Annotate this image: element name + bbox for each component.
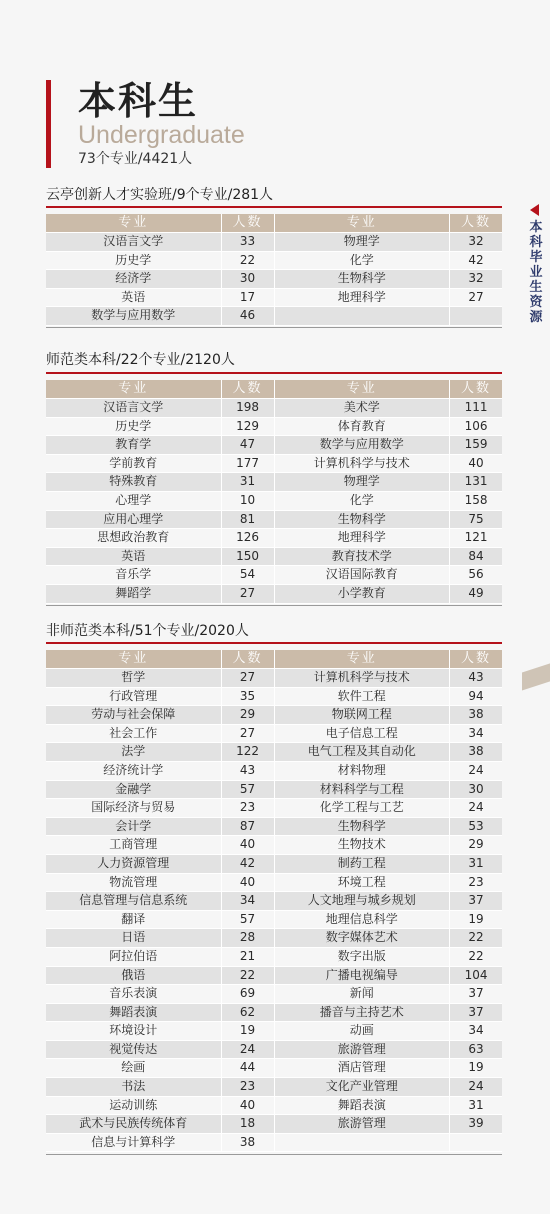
header-accent-bar [46, 80, 51, 168]
major-name: 播音与主持艺术 [319, 1004, 404, 1019]
student-count: 84 [449, 548, 502, 566]
major-name [275, 1134, 450, 1152]
total-count: 73个专业/4421人 [78, 151, 193, 167]
major-name: 美术学 [343, 400, 380, 414]
major-name: 旅游管理 [337, 1041, 386, 1056]
major-name: 数学与应用数学 [319, 437, 404, 452]
major-name: 视觉传达 [109, 1041, 158, 1056]
table-row [46, 1134, 502, 1153]
student-count: 37 [449, 892, 502, 910]
student-count: 94 [449, 688, 502, 706]
major-name: 绘画 [121, 1060, 146, 1075]
table-row [46, 1078, 502, 1097]
column-header: 人数 [221, 650, 275, 668]
section-title: 云亭创新人才实验班/9个专业/281人 [46, 187, 274, 203]
student-count: 31 [449, 1097, 502, 1115]
major-name: 动画 [349, 1023, 374, 1038]
side-label: 本科毕业生资源 [529, 220, 543, 325]
student-count: 35 [221, 688, 275, 706]
major-name: 计算机科学与技术 [313, 670, 410, 684]
student-count: 22 [449, 929, 502, 947]
major-name: 法学 [121, 744, 146, 759]
major-name: 汉语国际教育 [325, 567, 398, 582]
major-name: 历史学 [115, 418, 152, 433]
table-row [46, 1059, 502, 1078]
table-row [46, 836, 502, 855]
student-count [449, 307, 502, 325]
student-count: 40 [449, 455, 502, 473]
section-divider [46, 642, 502, 644]
table-row [46, 399, 502, 418]
student-count: 39 [449, 1115, 502, 1133]
student-count: 198 [221, 399, 275, 417]
table-row [46, 492, 502, 511]
table-row [46, 799, 502, 818]
major-name: 劳动与社会保障 [91, 707, 176, 722]
major-name: 舞蹈学 [115, 585, 152, 600]
table-row [46, 289, 502, 308]
major-name: 生物科学 [337, 271, 386, 286]
major-name: 学前教育 [109, 455, 158, 470]
table-bottom-rule [46, 327, 502, 328]
major-name: 经济统计学 [103, 762, 164, 777]
student-count: 37 [449, 1004, 502, 1022]
student-count: 62 [221, 1004, 275, 1022]
major-name: 信息与计算科学 [91, 1134, 176, 1149]
section-title: 师范类本科/22个专业/2120人 [46, 352, 235, 368]
major-name: 生物科学 [337, 511, 386, 526]
column-header: 专业 [346, 381, 377, 396]
table-row [46, 985, 502, 1004]
major-name: 化学 [349, 252, 374, 267]
student-count: 19 [449, 911, 502, 929]
student-count: 27 [221, 585, 275, 603]
student-count: 32 [449, 270, 502, 288]
major-name: 俄语 [121, 967, 146, 982]
student-count: 104 [449, 967, 502, 985]
major-name: 环境工程 [337, 874, 386, 889]
major-name: 历史学 [115, 252, 152, 267]
major-name: 物理学 [343, 234, 380, 248]
student-count: 121 [449, 529, 502, 547]
student-count: 34 [221, 892, 275, 910]
student-count: 28 [221, 929, 275, 947]
table-row [46, 585, 502, 604]
table-bottom-rule [46, 1154, 502, 1155]
majors-table [46, 380, 502, 604]
major-name: 汉语言文学 [103, 400, 164, 414]
major-name: 经济学 [115, 271, 152, 286]
student-count: 57 [221, 781, 275, 799]
student-count: 22 [221, 252, 275, 270]
table-row [46, 1022, 502, 1041]
student-count: 31 [449, 855, 502, 873]
major-name: 材料物理 [337, 762, 386, 777]
student-count: 40 [221, 1097, 275, 1115]
major-name: 物联网工程 [331, 707, 392, 722]
major-name [275, 307, 450, 325]
table-row [46, 307, 502, 326]
student-count: 129 [221, 418, 275, 436]
student-count: 69 [221, 985, 275, 1003]
table-row [46, 874, 502, 893]
major-name: 社会工作 [109, 725, 158, 740]
column-header: 人数 [449, 214, 502, 232]
student-count: 42 [449, 252, 502, 270]
major-name: 汉语言文学 [103, 234, 164, 248]
table-row [46, 725, 502, 744]
major-name: 地理科学 [337, 289, 386, 304]
table-row [46, 566, 502, 585]
table-row [46, 473, 502, 492]
table-row [46, 855, 502, 874]
student-count: 131 [449, 473, 502, 491]
major-name: 心理学 [115, 492, 152, 507]
student-count: 23 [221, 1078, 275, 1096]
table-row [46, 529, 502, 548]
major-name: 体育教育 [337, 418, 386, 433]
page-subtitle: Undergraduate [78, 121, 245, 149]
major-name: 信息管理与信息系统 [79, 893, 188, 908]
major-name: 运动训练 [109, 1097, 158, 1112]
student-count: 32 [449, 233, 502, 251]
table-row [46, 252, 502, 271]
student-count: 24 [449, 799, 502, 817]
major-name: 教育学 [115, 437, 152, 452]
student-count: 54 [221, 566, 275, 584]
student-count: 21 [221, 948, 275, 966]
student-count: 19 [221, 1022, 275, 1040]
major-name: 化学 [349, 492, 374, 507]
major-name: 人文地理与城乡规划 [307, 893, 416, 908]
major-name: 日语 [121, 930, 146, 945]
student-count: 22 [221, 967, 275, 985]
student-count: 27 [221, 669, 275, 687]
column-header: 专业 [346, 215, 377, 230]
major-name: 生物科学 [337, 818, 386, 833]
major-name: 地理科学 [337, 530, 386, 545]
major-name: 小学教育 [337, 585, 386, 600]
table-row [46, 688, 502, 707]
page-title: 本科生 [78, 79, 199, 123]
major-name: 英语 [121, 289, 146, 304]
major-name: 酒店管理 [337, 1060, 386, 1075]
student-count: 43 [221, 762, 275, 780]
student-count: 38 [449, 743, 502, 761]
major-name: 教育技术学 [331, 548, 392, 563]
major-name: 舞蹈表演 [109, 1004, 158, 1019]
student-count: 106 [449, 418, 502, 436]
table-row [46, 762, 502, 781]
major-name: 武术与民族传统体育 [79, 1116, 188, 1131]
student-count: 46 [221, 307, 275, 325]
major-name: 英语 [121, 548, 146, 563]
major-name: 数字出版 [337, 948, 386, 963]
table-row [46, 548, 502, 567]
student-count: 30 [221, 270, 275, 288]
student-count: 40 [221, 874, 275, 892]
student-count: 158 [449, 492, 502, 510]
major-name: 物流管理 [109, 874, 158, 889]
student-count: 27 [449, 289, 502, 307]
column-header: 专业 [118, 381, 149, 396]
student-count: 38 [449, 706, 502, 724]
student-count: 56 [449, 566, 502, 584]
major-name: 人力资源管理 [97, 855, 170, 870]
decorative-stripe [522, 660, 550, 691]
section-divider [46, 372, 502, 374]
table-row [46, 911, 502, 930]
student-count: 126 [221, 529, 275, 547]
column-header: 专业 [118, 215, 149, 230]
student-count: 75 [449, 511, 502, 529]
table-row [46, 929, 502, 948]
column-header: 人数 [449, 380, 502, 398]
student-count: 87 [221, 818, 275, 836]
triangle-left-icon [530, 204, 539, 216]
table-row [46, 967, 502, 986]
major-name: 旅游管理 [337, 1116, 386, 1131]
major-name: 国际经济与贸易 [91, 800, 176, 815]
student-count: 81 [221, 511, 275, 529]
major-name: 文化产业管理 [325, 1079, 398, 1094]
student-count: 27 [221, 725, 275, 743]
major-name: 阿拉伯语 [109, 948, 158, 963]
major-name: 音乐学 [115, 567, 152, 582]
major-name: 新闻 [349, 986, 374, 1001]
table-row [46, 455, 502, 474]
student-count: 17 [221, 289, 275, 307]
student-count: 23 [221, 799, 275, 817]
student-count: 34 [449, 725, 502, 743]
table-header [46, 380, 502, 399]
table-row [46, 706, 502, 725]
table-row [46, 1004, 502, 1023]
student-count: 63 [449, 1041, 502, 1059]
student-count: 22 [449, 948, 502, 966]
major-name: 生物技术 [337, 837, 386, 852]
table-row [46, 233, 502, 252]
student-count: 47 [221, 436, 275, 454]
student-count: 44 [221, 1059, 275, 1077]
major-name: 制药工程 [337, 855, 386, 870]
student-count: 40 [221, 836, 275, 854]
student-count: 29 [221, 706, 275, 724]
majors-table [46, 650, 502, 1152]
major-name: 舞蹈表演 [337, 1097, 386, 1112]
table-row [46, 818, 502, 837]
student-count: 37 [449, 985, 502, 1003]
major-name: 化学工程与工艺 [319, 800, 404, 815]
table-header [46, 214, 502, 233]
table-row [46, 270, 502, 289]
column-header: 人数 [221, 380, 275, 398]
major-name: 思想政治教育 [97, 530, 170, 545]
major-name: 哲学 [121, 670, 146, 684]
column-header: 人数 [449, 650, 502, 668]
major-name: 音乐表演 [109, 986, 158, 1001]
major-name: 数字媒体艺术 [325, 930, 398, 945]
table-bottom-rule [46, 605, 502, 606]
table-row [46, 1041, 502, 1060]
student-count: 33 [221, 233, 275, 251]
table-row [46, 743, 502, 762]
major-name: 软件工程 [337, 688, 386, 703]
student-count: 111 [449, 399, 502, 417]
table-row [46, 511, 502, 530]
major-name: 会计学 [115, 818, 152, 833]
student-count: 150 [221, 548, 275, 566]
table-row [46, 948, 502, 967]
majors-table [46, 214, 502, 326]
student-count: 23 [449, 874, 502, 892]
major-name: 环境设计 [109, 1023, 158, 1038]
major-name: 数学与应用数学 [91, 308, 176, 323]
major-name: 特殊教育 [109, 474, 158, 489]
section-divider [46, 206, 502, 208]
student-count: 24 [449, 1078, 502, 1096]
major-name: 电子信息工程 [325, 725, 398, 740]
major-name: 金融学 [115, 781, 152, 796]
table-row [46, 1097, 502, 1116]
student-count: 43 [449, 669, 502, 687]
student-count: 42 [221, 855, 275, 873]
major-name: 书法 [121, 1079, 146, 1094]
table-row [46, 1115, 502, 1134]
student-count: 53 [449, 818, 502, 836]
student-count: 24 [449, 762, 502, 780]
student-count: 159 [449, 436, 502, 454]
major-name: 计算机科学与技术 [313, 455, 410, 470]
student-count: 122 [221, 743, 275, 761]
student-count: 18 [221, 1115, 275, 1133]
major-name: 广播电视编导 [325, 967, 398, 982]
major-name: 应用心理学 [103, 511, 164, 526]
student-count: 19 [449, 1059, 502, 1077]
student-count: 57 [221, 911, 275, 929]
major-name: 电气工程及其自动化 [307, 744, 416, 759]
student-count: 49 [449, 585, 502, 603]
column-header: 专业 [346, 651, 377, 666]
student-count: 30 [449, 781, 502, 799]
student-count: 38 [221, 1134, 275, 1152]
table-row [46, 418, 502, 437]
table-header [46, 650, 502, 669]
table-row [46, 781, 502, 800]
column-header: 专业 [118, 651, 149, 666]
student-count: 177 [221, 455, 275, 473]
major-name: 翻译 [121, 911, 146, 926]
student-count: 29 [449, 836, 502, 854]
major-name: 工商管理 [109, 837, 158, 852]
major-name: 材料科学与工程 [319, 781, 404, 796]
section-title: 非师范类本科/51个专业/2020人 [46, 623, 249, 639]
major-name: 地理信息科学 [325, 911, 398, 926]
student-count: 31 [221, 473, 275, 491]
student-count: 34 [449, 1022, 502, 1040]
major-name: 物理学 [343, 474, 380, 489]
table-row [46, 669, 502, 688]
column-header: 人数 [221, 214, 275, 232]
student-count: 24 [221, 1041, 275, 1059]
table-row [46, 436, 502, 455]
student-count [449, 1134, 502, 1152]
table-row [46, 892, 502, 911]
major-name: 行政管理 [109, 688, 158, 703]
student-count: 10 [221, 492, 275, 510]
